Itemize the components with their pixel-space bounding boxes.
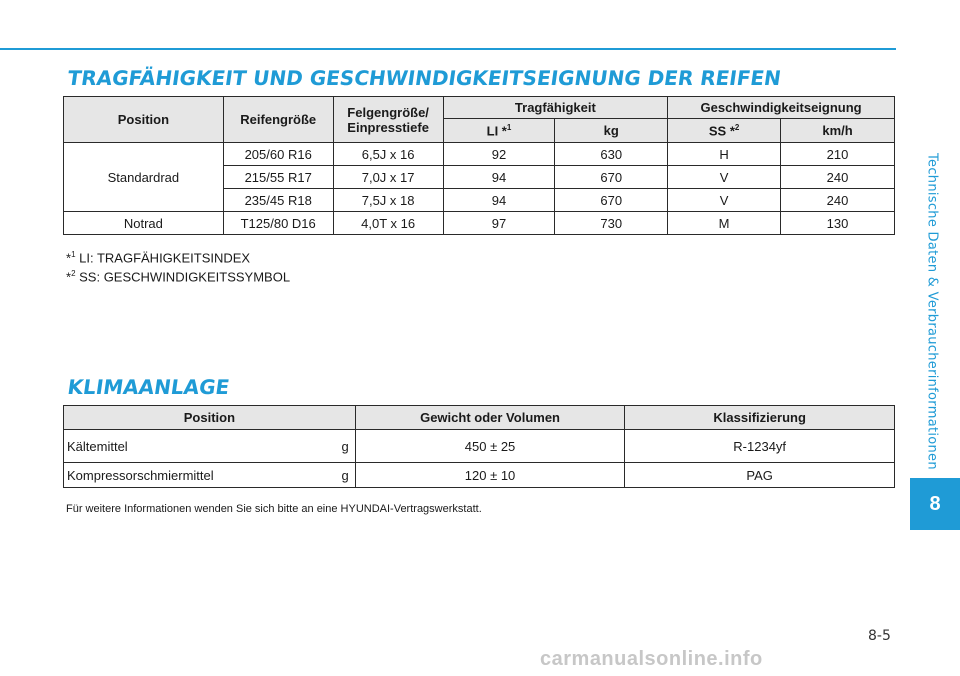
header-ss-text: SS * [708,123,735,139]
cell-ss: V [668,166,781,189]
footnote-li [66,247,290,266]
header-rim [333,97,443,143]
footnote-sup: 2 [71,269,76,279]
cell-li: 97 [443,212,555,235]
side-chapter-title: Technische Daten & Verbraucherinformationen [924,153,940,470]
cell-ss: V [668,189,781,212]
cell-ac-class: R-1234yf [625,430,895,463]
table-row [64,463,895,488]
cell-kmh: 210 [781,143,895,166]
footnote-text: SS: GESCHWINDIGKEITSSYMBOL [75,269,291,285]
cell-position: Notrad [64,212,224,235]
info-note: Für weitere Informationen wenden Sie sich bitte an eine HYUNDAI-Vertragswerkstatt. [66,503,482,515]
cell-ac-item [64,463,356,488]
cell-standard-label: Standardrad [64,143,224,212]
ac-item-label: Kompressorschmiermittel [67,467,214,483]
cell-rim: 6,5J x 16 [333,143,443,166]
cell-kg: 670 [555,189,668,212]
header-position: Position [64,97,224,143]
cell-kg: 630 [555,143,668,166]
cell-kmh: 240 [781,166,895,189]
table-row [64,430,895,463]
header-rim-line1: Felgengröße/ [347,104,429,120]
table-row [64,212,895,235]
ac-table [63,405,895,488]
top-rule [0,48,896,50]
cell-tire: 215/55 R17 [223,166,333,189]
footnote-ss [66,266,290,285]
section-title-ac: KLIMAANLAGE [66,375,231,399]
header-ss-sup: 2 [734,122,740,132]
header-speed-rating: Geschwindigkeitseignung [668,97,895,119]
cell-rim: 7,0J x 17 [333,166,443,189]
cell-ss: H [668,143,781,166]
header-ss [668,119,781,143]
header-rim-line2: Einpresstiefe [347,119,429,135]
cell-ac-value: 450 ± 25 [355,430,625,463]
cell-rim: 4,0T x 16 [333,212,443,235]
header-li [443,119,555,143]
cell-kmh: 130 [781,212,895,235]
chapter-tab: 8 [910,478,960,530]
page-number: 8-5 [868,628,891,644]
footnote-mark: * [66,269,72,285]
cell-tire: 235/45 R18 [223,189,333,212]
cell-tire: T125/80 D16 [223,212,333,235]
ac-item-unit: g [341,438,349,454]
cell-kmh: 240 [781,189,895,212]
cell-li: 94 [443,189,555,212]
cell-ss: M [668,212,781,235]
footnote-text: LI: TRAGFÄHIGKEITSINDEX [75,250,251,266]
cell-ac-value: 120 ± 10 [355,463,625,488]
cell-kg: 670 [555,166,668,189]
footnote-mark: * [66,250,72,266]
header-tire-size: Reifengröße [223,97,333,143]
ac-item-unit: g [341,467,349,483]
cell-tire: 205/60 R16 [223,143,333,166]
header-ac-position: Position [64,406,356,430]
table-row [64,143,895,166]
header-kmh: km/h [781,119,895,143]
cell-ac-class: PAG [625,463,895,488]
header-kg: kg [555,119,668,143]
footnote-sup: 1 [71,250,76,259]
footnotes [66,247,290,286]
section-title-tires: TRAGFÄHIGKEIT UND GESCHWINDIGKEITSEIGNUNG DER REIFEN [66,66,783,90]
header-li-sup: 1 [506,122,512,132]
cell-li: 94 [443,166,555,189]
tire-table [63,96,895,235]
watermark: carmanualsonline.info [540,648,763,670]
cell-rim: 7,5J x 18 [333,189,443,212]
header-li-text: LI * [486,123,507,139]
header-ac-weight: Gewicht oder Volumen [355,406,625,430]
header-ac-class: Klassifizierung [625,406,895,430]
cell-kg: 730 [555,212,668,235]
ac-item-label: Kältemittel [67,438,128,454]
cell-li: 92 [443,143,555,166]
header-load-capacity: Tragfähigkeit [443,97,668,119]
cell-ac-item [64,430,356,463]
